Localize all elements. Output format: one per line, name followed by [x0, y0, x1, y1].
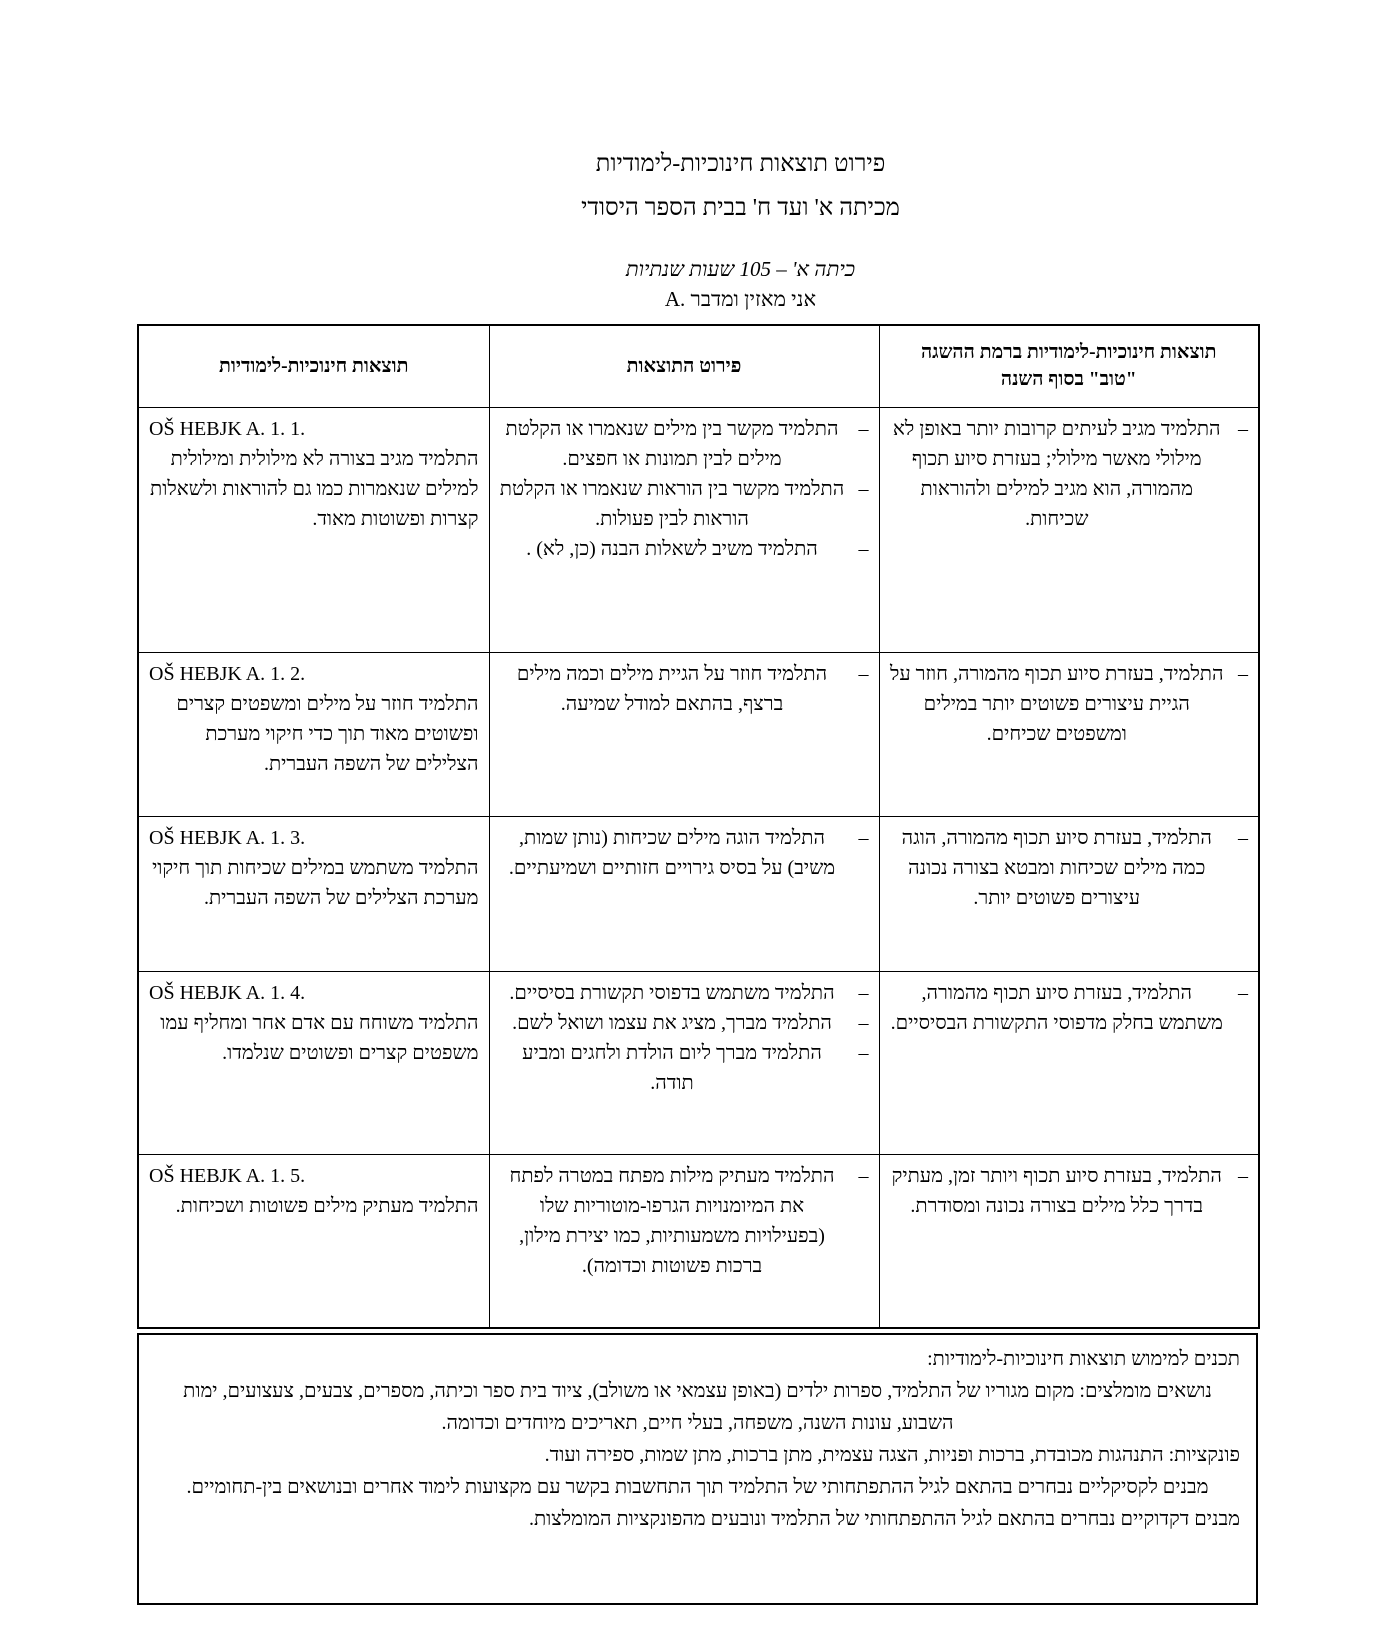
- details-cell: [489, 816, 879, 971]
- detail-item: – התלמיד מקשר בין הוראות שנאמרו או הקלטת הוראות לבין פעולות.: [500, 474, 869, 534]
- class-info-block: [0, 254, 1386, 314]
- outcomes-table: [137, 324, 1260, 1329]
- outcome-text: התלמיד חוזר על מילים ומשפטים קצרים ופשוטים מאוד תוך כדי חיקוי מערכת הצלילים של השפה העברית.: [176, 692, 479, 775]
- bullet-dash: –: [858, 477, 869, 500]
- outcome-cell: [138, 1154, 489, 1328]
- bullet-dash: –: [858, 417, 869, 440]
- bullet-dash: –: [1238, 1164, 1248, 1187]
- page-subtitle: מכיתה א' ועד ח' בבית הספר היסודי: [581, 195, 900, 221]
- detail-item: – התלמיד משתמש בדפוסי תקשורת בסיסיים.: [500, 978, 869, 1008]
- outcome-text: התלמיד משתמש במילים שכיחות תוך חיקוי מערכת הצלילים של השפה העברית.: [152, 856, 479, 909]
- page-title: פירוט תוצאות חינוכיות-לימודיות: [595, 151, 886, 177]
- class-hours-line: כיתה א' – 105 שעות שנתיות: [625, 257, 856, 281]
- bullet-dash: –: [1238, 417, 1248, 440]
- table-row: [138, 652, 1259, 816]
- table-row: [138, 407, 1259, 652]
- details-cell: [489, 1154, 879, 1328]
- header-details: פירוט התוצאות: [489, 325, 879, 407]
- detail-item: – התלמיד מברך ליום הולדת ולחגים ומביע תודה.: [500, 1038, 869, 1098]
- detail-item: – התלמיד מעתיק מילות מפתח במטרה לפתח את המיומנויות הגרפו-מוטוריות שלו (בפעילויות משמעותיות, כמו יצירת מילון, ברכות פשוטות וכדומה).: [500, 1161, 869, 1281]
- good-level-cell: [879, 816, 1259, 971]
- outcome-code: OŠ HEBJK A. 1. 2.: [149, 662, 306, 685]
- section-a-heading: A. אני מאזין ומדבר: [664, 287, 817, 311]
- details-cell: [489, 971, 879, 1154]
- header-outcomes: תוצאות חינוכיות-לימודיות: [138, 325, 489, 407]
- detail-item: – התלמיד מברך, מציג את עצמו ושואל לשם.: [500, 1008, 869, 1038]
- good-level-cell: [879, 407, 1259, 652]
- good-level-cell: [879, 971, 1259, 1154]
- bullet-dash: –: [858, 981, 869, 1004]
- good-level-item: – התלמיד, בעזרת סיוע תכוף מהמורה, הוגה כמה מילים שכיחות ומבטא בצורה נכונה עיצורים פשוטים יותר.: [890, 823, 1249, 913]
- notes-box: [137, 1333, 1258, 1605]
- outcome-text: התלמיד מעתיק מילים פשוטות ושכיחות.: [175, 1194, 479, 1217]
- table-row: [138, 816, 1259, 971]
- outcome-cell: [138, 971, 489, 1154]
- detail-item: – התלמיד מקשר בין מילים שנאמרו או הקלטת מילים לבין תמונות או חפצים.: [500, 414, 869, 474]
- table-row: [138, 971, 1259, 1154]
- outcome-text: התלמיד מגיב בצורה לא מילולית ומילולית למילים שנאמרות כמו גם להוראות ולשאלות קצרות ופשוטות מאוד.: [150, 447, 479, 530]
- outcome-cell: [138, 407, 489, 652]
- note-line: תכנים למימוש תוצאות חינוכיות-לימודיות:: [927, 1348, 1240, 1370]
- table-header-row: [138, 325, 1259, 407]
- details-cell: [489, 652, 879, 816]
- good-level-cell: [879, 1154, 1259, 1328]
- outcome-text: התלמיד משוחח עם אדם אחר ומחליף עמו משפטים קצרים ופשוטים שנלמדו.: [160, 1011, 479, 1064]
- note-line: מבנים לקסיקליים נבחרים בהתאם לגיל ההתפתחותי של התלמיד תוך התחשבות בקשר עם מקצועות לימוד אחרים ובנושאים בין-תחומיים.: [186, 1476, 1209, 1498]
- bullet-dash: –: [1238, 826, 1248, 849]
- good-level-item: – התלמיד, בעזרת סיוע תכוף מהמורה, משתמש בחלק מדפוסי התקשורת הבסיסיים.: [890, 978, 1249, 1038]
- note-line: מבנים דקדוקיים נבחרים בהתאם לגיל ההתפתחותי של התלמיד ונובעים מהפונקציות המומלצות.: [528, 1508, 1240, 1530]
- bullet-dash: –: [1238, 981, 1248, 1004]
- bullet-dash: –: [1238, 662, 1248, 685]
- good-level-cell: [879, 652, 1259, 816]
- table-row: [138, 1154, 1259, 1328]
- note-line: נושאים מומלצים: מקום מגוריו של התלמיד, ספרות ילדים (באופן עצמאי או משולב), ציוד בית ספר וכיתה, מספרים, צבעים, צעצועים, ימות השבוע, עונות השנה, משפחה, בעלי חיים, תאריכים מיוחדים וכדומה.: [183, 1380, 1212, 1434]
- bullet-dash: –: [858, 1041, 869, 1064]
- note-line: פונקציות: התנהגות מכובדת, ברכות ופניות, הצגה עצמית, מתן ברכות, מתן שמות, ספירה ועוד.: [544, 1444, 1240, 1466]
- detail-item: – התלמיד הוגה מילים שכיחות (נותן שמות, משיב) על בסיס גירויים חזותיים ושמיעתיים.: [500, 823, 869, 883]
- good-level-item: – התלמיד מגיב לעיתים קרובות יותר באופן לא מילולי מאשר מילולי; בעזרת סיוע תכוף מהמורה, הוא מגיב למילים ולהוראות שכיחות.: [890, 414, 1249, 534]
- detail-item: – התלמיד חוזר על הגיית מילים וכמה מילים ברצף, בהתאם למודל שמיעה.: [500, 659, 869, 719]
- bullet-dash: –: [858, 1164, 869, 1187]
- bullet-dash: –: [858, 826, 869, 849]
- bullet-dash: –: [858, 662, 869, 685]
- details-cell: [489, 407, 879, 652]
- header-good-level: תוצאות חינוכיות-לימודיות ברמת ההשגה "טוב" בסוף השנה: [879, 325, 1259, 407]
- detail-item: – התלמיד משיב לשאלות הבנה (כן, לא) .: [500, 534, 869, 564]
- bullet-dash: –: [858, 1011, 869, 1034]
- document-header: [0, 142, 1386, 230]
- outcome-cell: [138, 652, 489, 816]
- outcome-cell: [138, 816, 489, 971]
- bullet-dash: –: [858, 537, 869, 560]
- outcome-code: OŠ HEBJK A. 1. 1.: [149, 417, 306, 440]
- outcome-code: OŠ HEBJK A. 1. 4.: [149, 981, 306, 1004]
- good-level-item: – התלמיד, בעזרת סיוע תכוף ויותר זמן, מעתיק בדרך כלל מילים בצורה נכונה ומסודרת.: [890, 1161, 1249, 1221]
- good-level-item: – התלמיד, בעזרת סיוע תכוף מהמורה, חוזר על הגיית עיצורים פשוטים יותר במילים ומשפטים שכיחים.: [890, 659, 1249, 749]
- outcome-code: OŠ HEBJK A. 1. 5.: [149, 1164, 306, 1187]
- outcome-code: OŠ HEBJK A. 1. 3.: [149, 826, 306, 849]
